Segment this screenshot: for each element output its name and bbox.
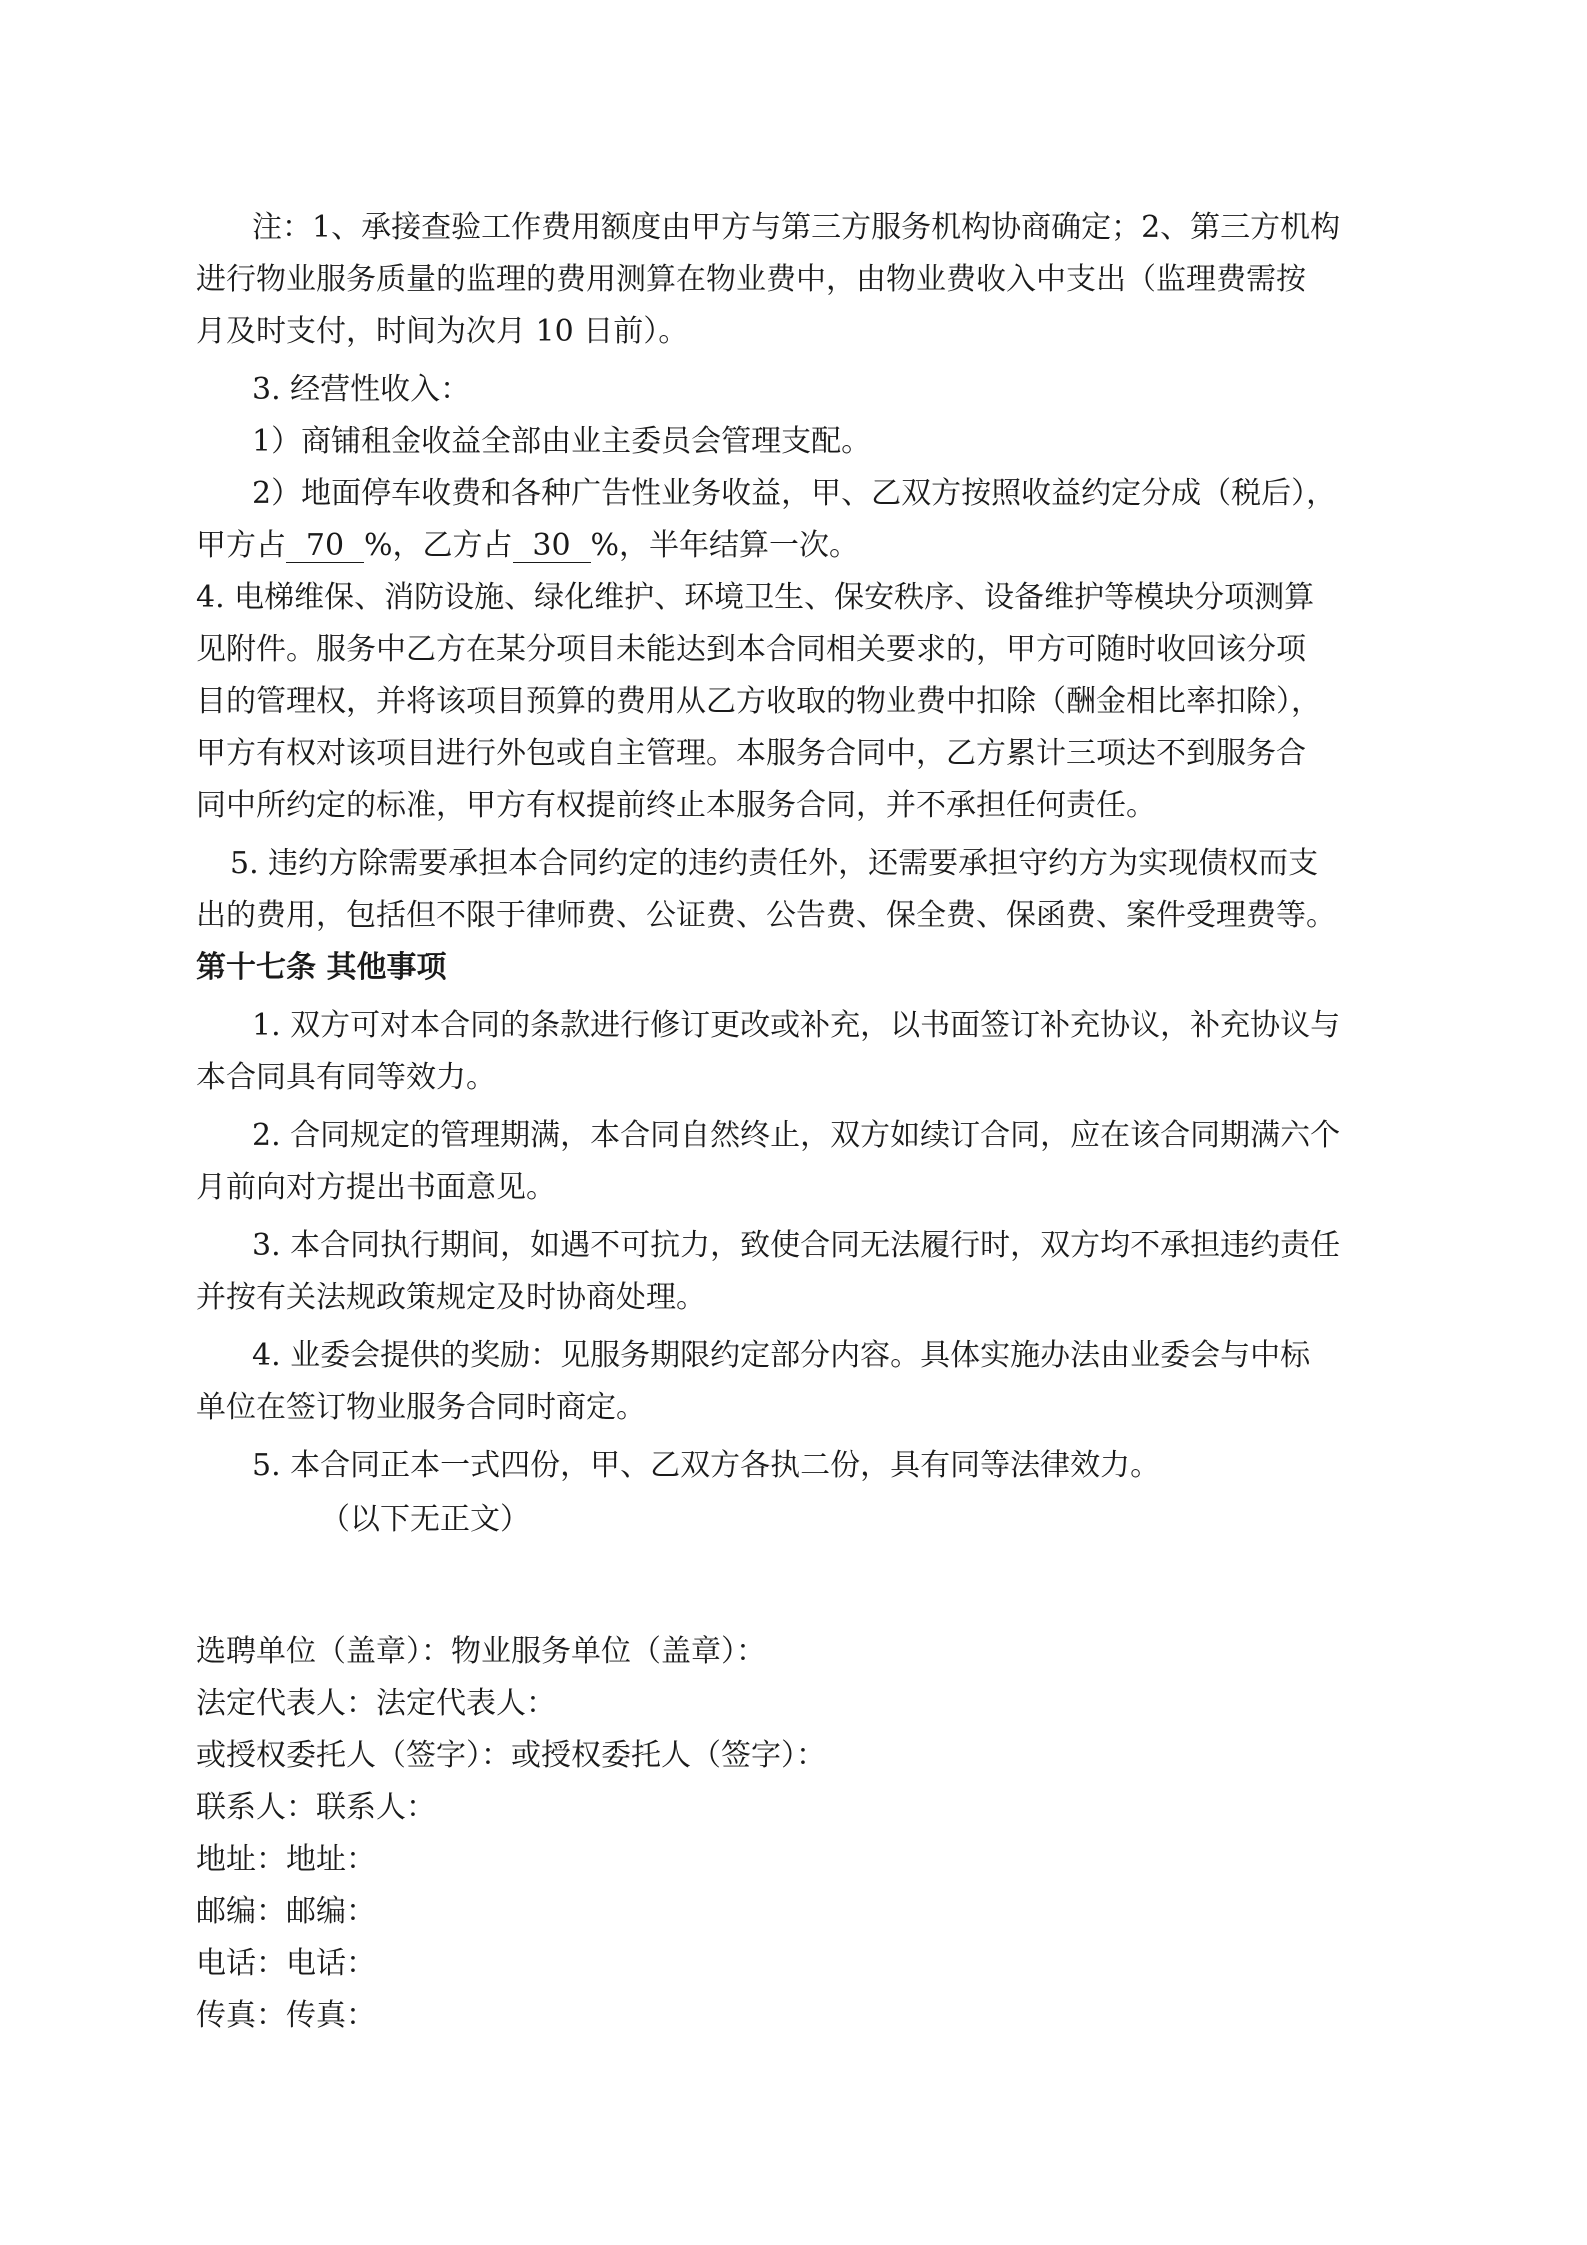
article17-title: 第十七条 其他事项 xyxy=(196,950,447,985)
signature-fax-line: 传真：传真： xyxy=(196,1998,376,2033)
signature-phone-line: 电话：电话： xyxy=(196,1946,376,1981)
clause1-line-1: 1. 双方可对本合同的条款进行修订更改或补充，以书面签订补充协议，补充协议与 xyxy=(252,1008,1341,1043)
clause1-line-2: 本合同具有同等效力。 xyxy=(196,1060,496,1095)
item5-line-1: 5. 违约方除需要承担本合同约定的违约责任外，还需要承担守约方为实现债权而支 xyxy=(230,846,1319,881)
item3-heading: 3. 经营性收入： xyxy=(252,372,471,407)
clause4-line-1: 4. 业委会提供的奖励：见服务期限约定部分内容。具体实施办法由业委会与中标 xyxy=(252,1338,1311,1373)
share-prefix: 甲方占 xyxy=(196,528,286,563)
item4-line-5: 同中所约定的标准，甲方有权提前终止本服务合同，并不承担任何责任。 xyxy=(196,788,1156,823)
signature-postcode-line: 邮编：邮编： xyxy=(196,1894,376,1929)
item3-sub1: 1）商铺租金收益全部由业主委员会管理支配。 xyxy=(252,424,872,459)
clause5-line-1: 5. 本合同正本一式四份，甲、乙双方各执二份，具有同等法律效力。 xyxy=(252,1448,1161,1483)
signature-legal-rep-line: 法定代表人：法定代表人： xyxy=(196,1686,556,1721)
note-line-1: 注：1、承接查验工作费用额度由甲方与第三方服务机构协商确定；2、第三方机构 xyxy=(252,210,1341,245)
clause3-line-1: 3. 本合同执行期间，如遇不可抗力，致使合同无法履行时，双方均不承担违约责任 xyxy=(252,1228,1341,1263)
share-suffix: %，半年结算一次。 xyxy=(590,528,860,563)
item3-sub2-line2 xyxy=(196,526,859,566)
end-of-text-note: （以下无正文） xyxy=(320,1502,530,1537)
item4-line-1: 4. 电梯维保、消防设施、绿化维护、环境卫生、保安秩序、设备维护等模块分项测算 xyxy=(196,580,1315,615)
item5-line-2: 出的费用，包括但不限于律师费、公证费、公告费、保全费、保函费、案件受理费等。 xyxy=(196,898,1336,933)
party-a-share-blank: 70 xyxy=(286,530,364,563)
signature-seal-line: 选聘单位（盖章）：物业服务单位（盖章）： xyxy=(196,1634,766,1669)
party-b-share-blank: 30 xyxy=(513,530,591,563)
item4-line-3: 目的管理权，并将该项目预算的费用从乙方收取的物业费中扣除（酬金相比率扣除）， xyxy=(196,684,1321,719)
clause4-line-2: 单位在签订物业服务合同时商定。 xyxy=(196,1390,646,1425)
share-mid: %，乙方占 xyxy=(364,528,513,563)
item3-sub2-line1: 2）地面停车收费和各种广告性业务收益，甲、乙双方按照收益约定分成（税后）， xyxy=(252,476,1337,511)
signature-authorized-line: 或授权委托人（签字）：或授权委托人（签字）： xyxy=(196,1738,826,1773)
clause2-line-2: 月前向对方提出书面意见。 xyxy=(196,1170,556,1205)
item4-line-2: 见附件。服务中乙方在某分项目未能达到本合同相关要求的，甲方可随时收回该分项 xyxy=(196,632,1306,667)
note-line-3: 月及时支付，时间为次月 10 日前）。 xyxy=(196,314,689,349)
signature-address-line: 地址：地址： xyxy=(196,1842,376,1877)
clause3-line-2: 并按有关法规政策规定及时协商处理。 xyxy=(196,1280,706,1315)
signature-contact-line: 联系人：联系人： xyxy=(196,1790,436,1825)
clause2-line-1: 2. 合同规定的管理期满，本合同自然终止，双方如续订合同，应在该合同期满六个 xyxy=(252,1118,1341,1153)
note-line-2: 进行物业服务质量的监理的费用测算在物业费中，由物业费收入中支出（监理费需按 xyxy=(196,262,1306,297)
item4-line-4: 甲方有权对该项目进行外包或自主管理。本服务合同中，乙方累计三项达不到服务合 xyxy=(196,736,1306,771)
